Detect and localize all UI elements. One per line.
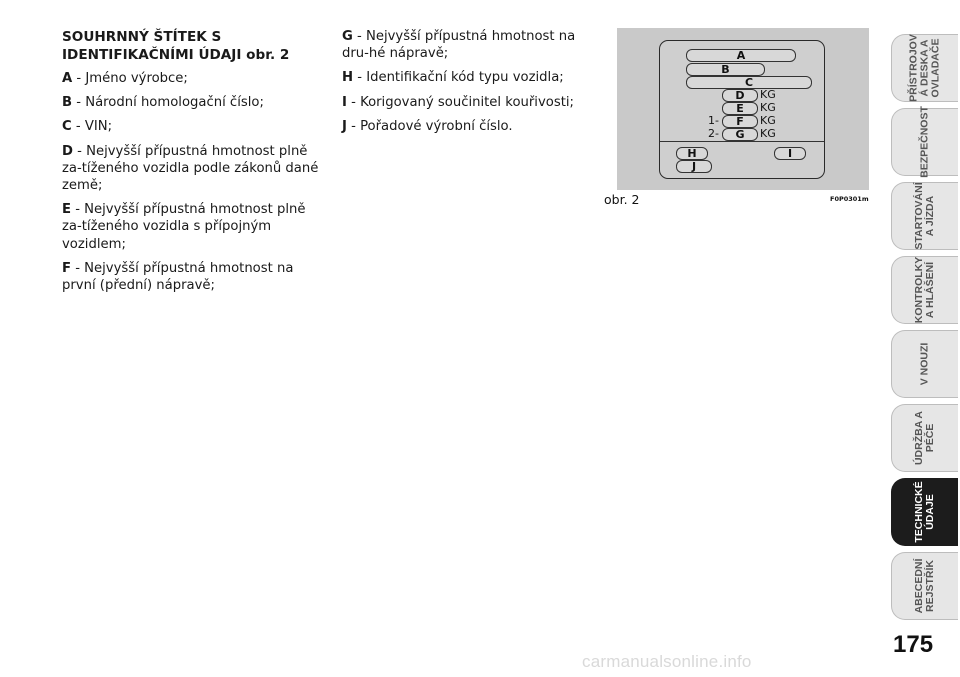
tab-startovani[interactable]: STARTOVÁNÍ A JÍZDA [891, 182, 958, 250]
list-item: C - VIN; [62, 119, 113, 135]
unit-kg: KG [760, 88, 776, 101]
field-i: I [774, 147, 806, 160]
unit-kg: KG [760, 101, 776, 114]
left-column [62, 28, 324, 301]
list-item: A - Jméno výrobce; [62, 71, 188, 86]
list-item: F - Nejvyšší přípustná hmotnost na první (přední) nápravě; [62, 260, 294, 294]
field-h: H [676, 147, 708, 160]
figure-code: F0P0301m [830, 195, 869, 203]
unit-kg: KG [760, 114, 776, 127]
axle-2-label: 2- [708, 127, 719, 140]
list-item: H - Identifikační kód typu vozidla; [342, 70, 564, 86]
tab-udrzba[interactable]: ÚDRŽBA A PÉČE [891, 404, 958, 472]
field-g: G [722, 128, 758, 141]
field-d: D [722, 89, 758, 102]
tab-kontrolky[interactable]: KONTROLKY A HLÁŠENÍ [891, 256, 958, 324]
field-a: A [686, 49, 796, 62]
field-b: B [686, 63, 765, 76]
figure-caption: obr. 2 [604, 192, 640, 207]
heading-line1: SOUHRNNÝ ŠTÍTEK S [62, 29, 222, 45]
tab-pristrojova-deska[interactable]: PŘÍSTROJOV Á DESKA A OVLADAČE [891, 34, 958, 102]
plate-divider [660, 141, 824, 142]
tab-rejstrik[interactable]: ABECEDNÍ REJSTŘÍK [891, 552, 958, 620]
figure-reference: obr. 2 [246, 47, 290, 63]
section-heading [62, 28, 324, 64]
list-item: D - Nejvyšší přípustná hmotnost plně za-tíženého vozidla podle zákonů dané země; [62, 143, 319, 194]
list-item: J - Pořadové výrobní číslo. [342, 118, 513, 134]
list-item: E - Nejvyšší přípustná hmotnost plně za-tíženého vozidla s přípojným vozidlem; [62, 202, 306, 252]
list-item: B - Národní homologační číslo; [62, 95, 264, 111]
heading-line2: IDENTIFIKAČNÍMI ÚDAJI [62, 47, 242, 63]
field-j: J [676, 160, 712, 173]
list-item: I - Korigovaný součinitel kouřivosti; [342, 94, 574, 110]
axle-1-label: 1- [708, 114, 719, 127]
tab-bezpecnost[interactable]: BEZPEČNOST [891, 108, 958, 176]
tab-v-nouzi[interactable]: V NOUZI [891, 330, 958, 398]
field-c: C [686, 76, 812, 89]
middle-column [342, 28, 590, 142]
field-e: E [722, 102, 758, 115]
unit-kg: KG [760, 127, 776, 140]
list-item: G - Nejvyšší přípustná hmotnost na dru-hé nápravě; [342, 29, 576, 62]
watermark: carmanualsonline.info [582, 652, 752, 671]
field-f: F [722, 115, 758, 128]
page-number: 175 [893, 631, 934, 658]
tab-technicke-udaje[interactable]: TECHNICKÉ ÚDAJE [891, 478, 958, 546]
